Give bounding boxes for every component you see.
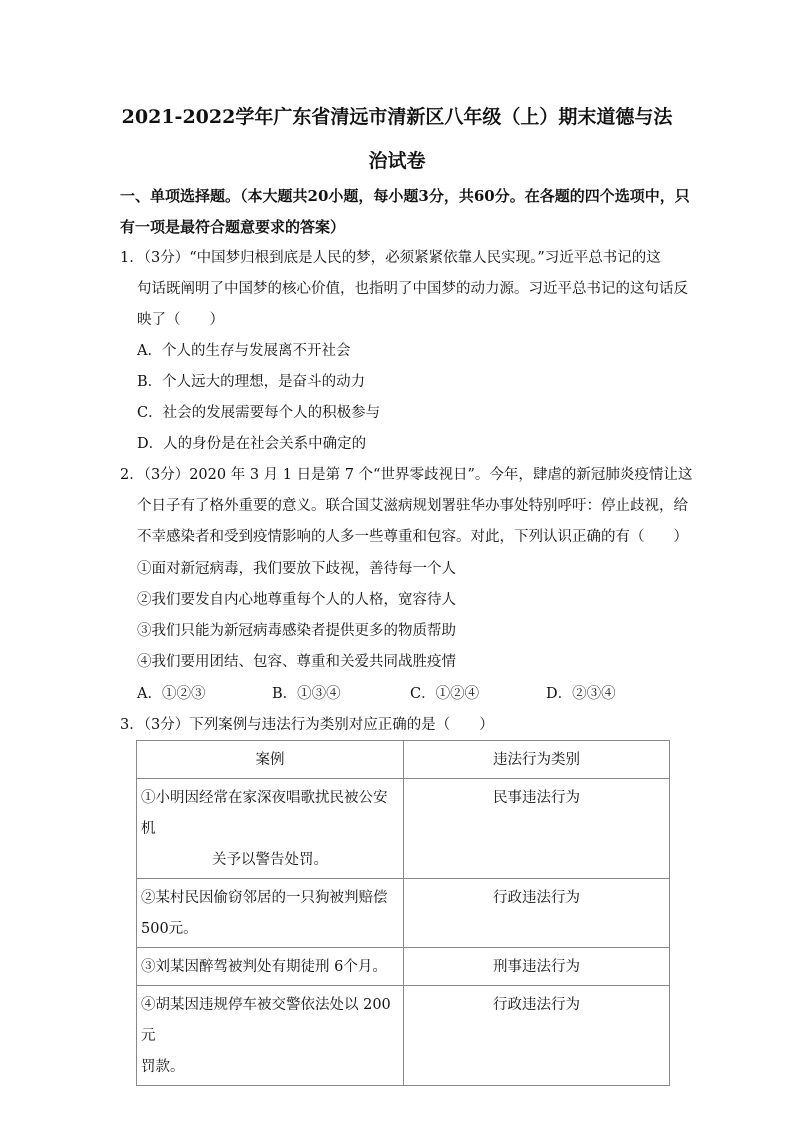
table-row [137, 779, 670, 879]
case-text-line2: 罚款。 [141, 1059, 185, 1075]
q1-option-c: C．社会的发展需要每个人的积极参与 [137, 405, 381, 421]
table-cell-category: 刑事违法行为 [404, 948, 670, 986]
case-text-line1: ①小明因经常在家深夜唱歌扰民被公安机 [141, 790, 388, 837]
case-text-line2: 500元。 [141, 921, 198, 937]
q2-stem-line2: 个日子有了格外重要的意义。联合国艾滋病规划署驻华办事处特别呼吁：停止歧视，给 [137, 498, 688, 514]
section-heading-line2: 有一项是最符合题意要求的答案） [120, 218, 346, 236]
q2-option-a: A．①②③ [137, 686, 206, 702]
table-cell-case [137, 948, 404, 986]
q1-option-d: D．人的身份是在社会关系中确定的 [137, 436, 367, 452]
q2-statement-4: ④我们要用团结、包容、尊重和关爱共同战胜疫情 [137, 654, 456, 670]
q3-case-table [136, 740, 670, 1086]
case-text-line1: ③刘某因醉驾被判处有期徒刑 6个月。 [141, 959, 387, 975]
table-cell-category: 行政违法行为 [404, 986, 670, 1086]
exam-title-line2: 治试卷 [368, 150, 426, 172]
table-header-row [137, 741, 670, 779]
q1-stem-line3: 映了（ ） [137, 312, 224, 328]
table-cell-category: 民事违法行为 [404, 779, 670, 879]
table-cell-case [137, 986, 404, 1086]
table-cell-case [137, 879, 404, 948]
table-row [137, 986, 670, 1086]
q2-stem-line1: 2．（3分）2020 年 3 月 1 日是第 7 个“世界零歧视日”。今年，肆虐的新冠肺炎疫情让这 [120, 467, 693, 483]
q2-option-b: B．①③④ [272, 686, 341, 702]
exam-title-line1: 2021-2022学年广东省清远市清新区八年级（上）期末道德与法 [121, 106, 673, 128]
case-text-line2: 关予以警告处罚。 [212, 852, 328, 868]
q2-option-d: D．②③④ [546, 686, 616, 702]
table-row [137, 879, 670, 948]
q3-stem: 3．（3分）下列案例与违法行为类别对应正确的是（ ） [120, 717, 494, 733]
case-text-line1: ②某村民因偷窃邻居的一只狗被判赔偿 [141, 890, 388, 906]
table-header-case: 案例 [137, 741, 404, 779]
q1-option-a: A．个人的生存与发展离不开社会 [137, 343, 351, 359]
q2-statement-3: ③我们只能为新冠病毒感染者提供更多的物质帮助 [137, 623, 456, 639]
case-text-line1: ④胡某因违规停车被交警依法处以 200 元 [141, 997, 391, 1044]
q1-stem-line2: 句话既阐明了中国梦的核心价值，也指明了中国梦的动力源。习近平总书记的这句话反 [137, 281, 688, 297]
q2-statement-1: ①面对新冠病毒，我们要放下歧视，善待每一个人 [137, 561, 456, 577]
table-header-category: 违法行为类别 [404, 741, 670, 779]
q2-option-c: C．①②④ [410, 686, 480, 702]
q2-stem-line3: 不幸感染者和受到疫情影响的人多一些尊重和包容。对此，下列认识正确的有（ ） [137, 529, 688, 545]
table-cell-category: 行政违法行为 [404, 879, 670, 948]
q1-option-b: B．个人远大的理想，是奋斗的动力 [137, 374, 366, 390]
section-heading-line1: 一、单项选择题。（本大题共20小题，每小题3分，共60分。在各题的四个选项中，只 [120, 187, 690, 205]
q1-stem-line1: 1．（3分）“中国梦归根到底是人民的梦，必须紧紧依靠人民实现。”习近平总书记的这 [120, 250, 661, 266]
table-cell-case [137, 779, 404, 879]
table-row [137, 948, 670, 986]
q2-statement-2: ②我们要发自内心地尊重每个人的人格，宽容待人 [137, 592, 456, 608]
